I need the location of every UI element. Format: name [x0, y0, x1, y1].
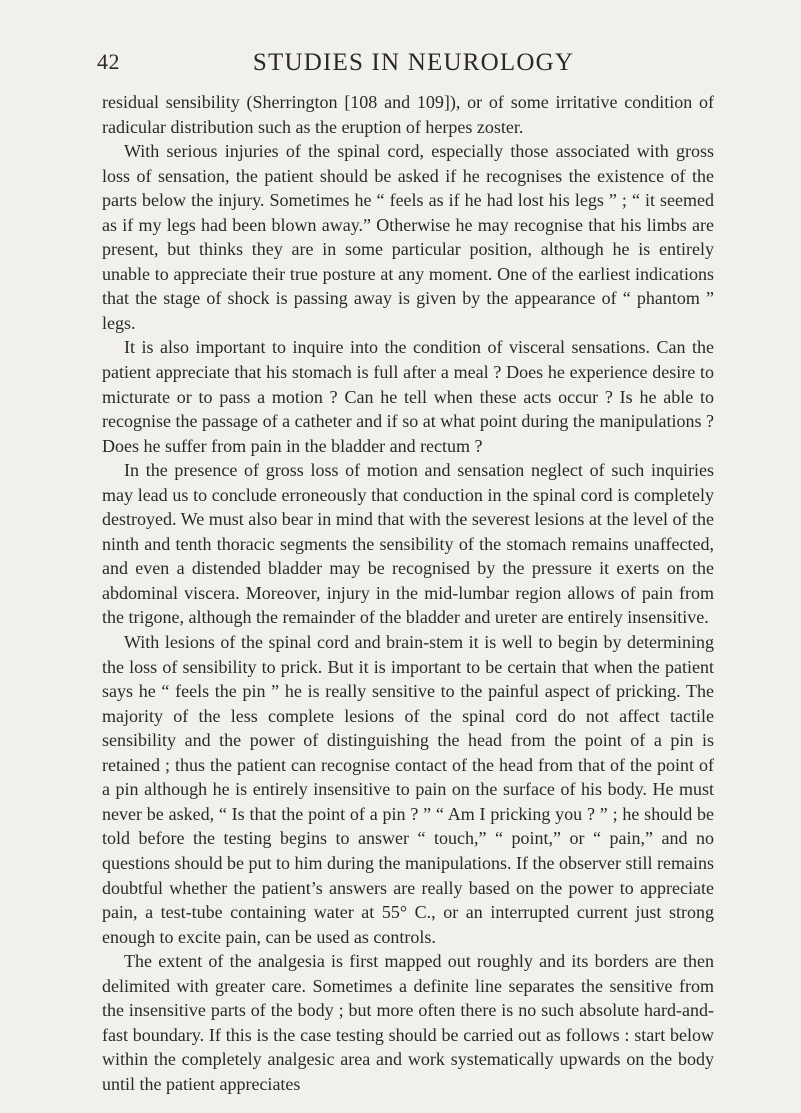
- paragraph: With lesions of the spinal cord and brain-stem it is well to begin by determining the loss of sensibility to prick. But it is important to be certain that when the patient says he “ feels the pin ” he is really sensitive to the painful aspect of pricking. The majority of the less complete lesions of the spinal cord do not affect tactile sensibility and the power of distinguishing the head from the point of a pin is retained ; thus the patient can recognise contact of the head from that of the point of a pin although he is entirely insensitive to pain on the surface of his body. He must never be asked, “ Is that the point of a pin ? ” “ Am I pricking you ? ” ; he should be told before the testing begins to answer “ touch,” “ point,” or “ pain,” and no questions should be put to him during the manipulations. If the observer still remains doubtful whether the patient’s answers are really based on the power to appreciate pain, a test-tube containing water at 55° C., or an interrupted current just strong enough to excite pain, can be used as controls.: [102, 632, 714, 947]
- body-text: [102, 90, 714, 1096]
- running-head: [97, 49, 710, 83]
- paragraph: With serious injuries of the spinal cord, especially those associated with gross loss of sensation, the patient should be asked if he recognises the existence of the parts below the injury. Sometimes he “ feels as if he had lost his legs ” ; “ it seemed as if my legs had been blown away.” Otherwise he may recognise that his limbs are present, but thinks they are in some particular position, although he is entirely unable to appreciate their true posture at any moment. One of the earliest indications that the stage of shock is passing away is given by the appearance of “ phantom ” legs.: [102, 141, 714, 333]
- paragraph: In the presence of gross loss of motion and sensation neglect of such inquiries may lead us to conclude erroneously that conduction in the spinal cord is completely destroyed. We must also bear in mind that with the severest lesions at the level of the ninth and tenth thoracic segments the sensibility of the stomach remains unaffected, and even a distended bladder may be recognised by the pressure it exerts on the abdominal viscera. Moreover, injury in the mid-lumbar region allows of pain from the trigone, although the remainder of the bladder and ureter are entirely insensitive.: [102, 460, 714, 628]
- paragraph: It is also important to inquire into the condition of visceral sensations. Can the patient appreciate that his stomach is full after a meal ? Does he experience desire to micturate or to pass a motion ? Can he tell when these acts occur ? Is he able to recognise the passage of a catheter and if so at what point during the manipulations ? Does he suffer from pain in the bladder and rectum ?: [102, 337, 714, 456]
- running-title: STUDIES IN NEUROLOGY: [252, 49, 575, 76]
- paragraph-continuation: residual sensibility (Sherrington [108 and 109]), or of some irritative condition of radicular distribution such as the eruption of herpes zoster.: [102, 92, 714, 137]
- page-number: 42: [97, 49, 120, 74]
- paragraph: The extent of the analgesia is first mapped out roughly and its borders are then delimited with greater care. Sometimes a definite line separates the sensitive from the insensitive parts of the body ; but more often there is no such absolute hard-and-fast boundary. If this is the case testing should be carried out as follows : start below within the completely analgesic area and work systematically upwards on the body until the patient appreciates: [102, 951, 714, 1094]
